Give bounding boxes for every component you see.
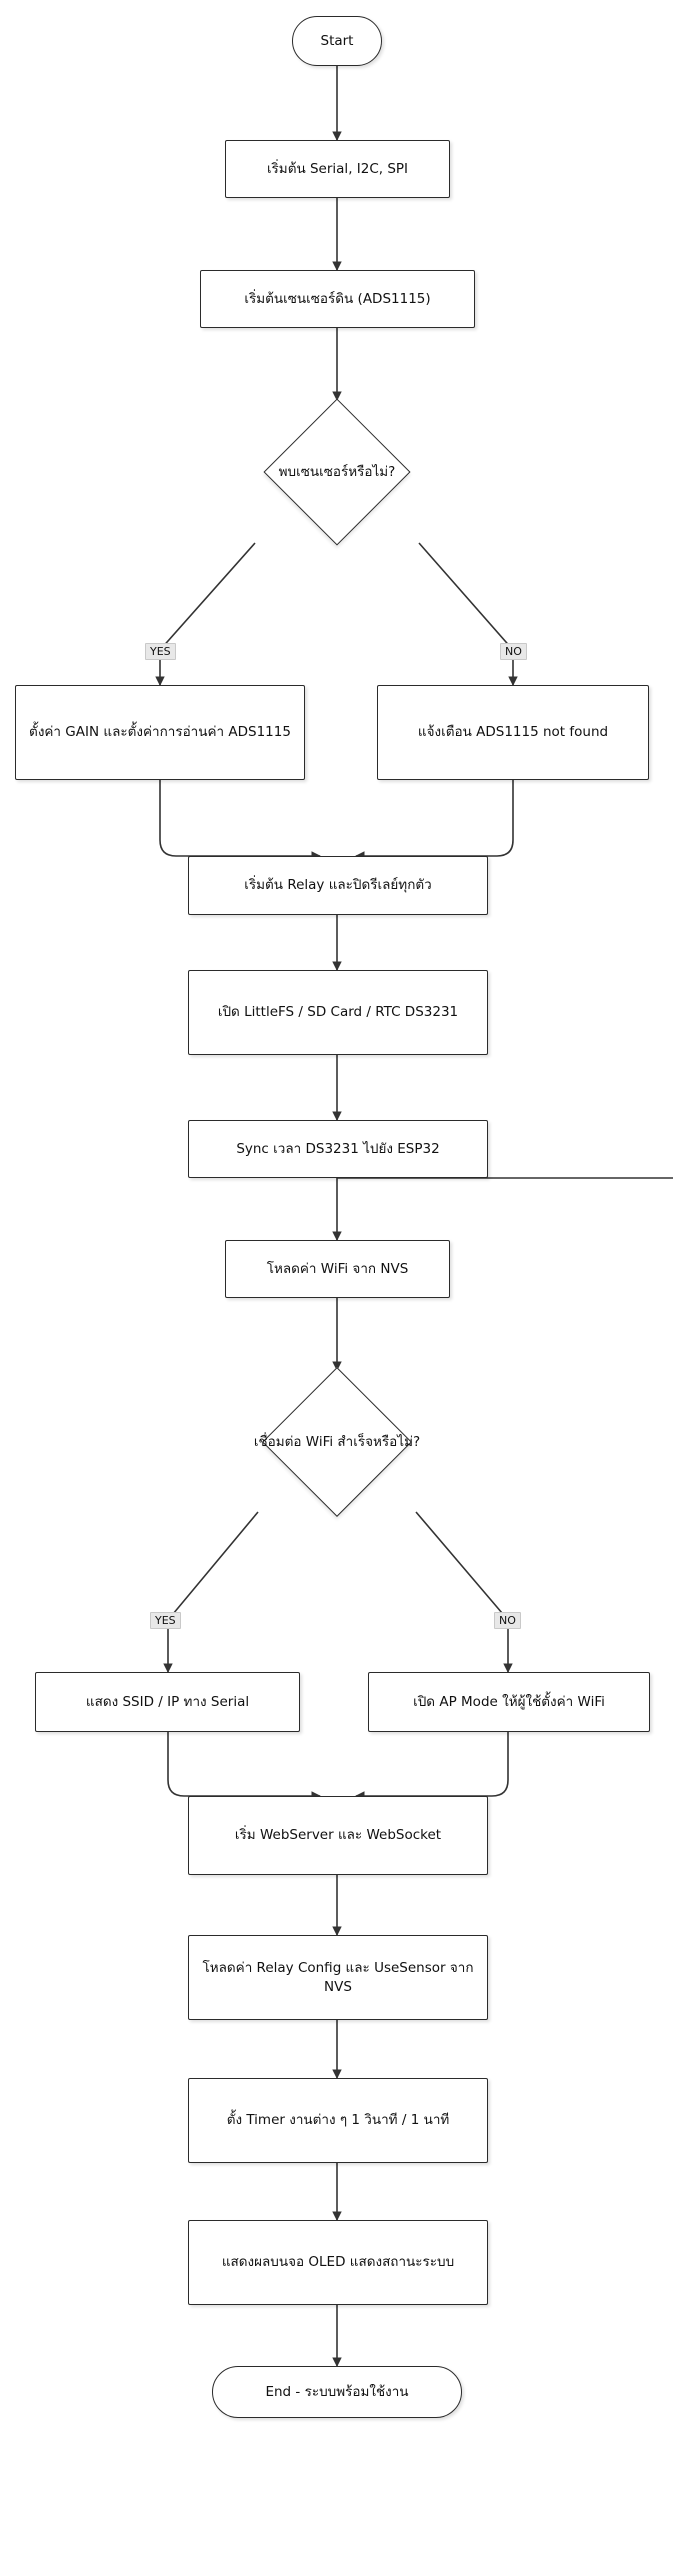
- node-init-serial-i2c-spi-label: เริ่มต้น Serial, I2C, SPI: [266, 160, 409, 177]
- node-start-webserver-label: เริ่ม WebServer และ WebSocket: [234, 1827, 442, 1844]
- node-open-filesystem-rtc[interactable]: [188, 970, 488, 1055]
- edge-label-sensor-found-yes: YES: [145, 643, 176, 660]
- node-load-relay-config[interactable]: [188, 1935, 488, 2020]
- node-load-wifi-config[interactable]: [225, 1240, 450, 1298]
- node-wifi-connected-decision-label: เชื่อมต่อ WiFi สำเร็จหรือไม่?: [253, 1433, 421, 1450]
- node-warn-not-found-label: แจ้งเตือน ADS1115 not found: [417, 724, 609, 741]
- node-sensor-found-decision[interactable]: [215, 400, 459, 544]
- node-sensor-found-decision-label: พบเซนเซอร์หรือไม่?: [278, 463, 396, 480]
- node-start-label: Start: [320, 32, 354, 49]
- node-show-ssid-ip[interactable]: [35, 1672, 300, 1732]
- node-init-soil-sensor-label: เริ่มต้นเซนเซอร์ดิน (ADS1115): [244, 290, 431, 307]
- edge-label-sensor-found-no: NO: [500, 643, 527, 660]
- node-wifi-connected-decision[interactable]: [207, 1370, 467, 1514]
- node-sync-time-label: Sync เวลา DS3231 ไปยัง ESP32: [236, 1140, 440, 1157]
- edge-label-wifi-yes: YES: [150, 1612, 181, 1629]
- node-enable-ap-mode[interactable]: [368, 1672, 650, 1732]
- edge-label-wifi-no: NO: [494, 1612, 521, 1629]
- node-set-gain[interactable]: [15, 685, 305, 780]
- node-set-timers-label: ตั้ง Timer งานต่าง ๆ 1 วินาที / 1 นาที: [226, 2112, 450, 2129]
- node-end-label: End - ระบบพร้อมใช้งาน: [265, 2383, 409, 2400]
- node-end[interactable]: [212, 2366, 462, 2418]
- node-set-timers[interactable]: [188, 2078, 488, 2163]
- node-load-wifi-config-label: โหลดค่า WiFi จาก NVS: [266, 1260, 409, 1277]
- node-display-oled[interactable]: [188, 2220, 488, 2305]
- node-init-relay[interactable]: [188, 856, 488, 915]
- node-display-oled-label: แสดงผลบนจอ OLED แสดงสถานะระบบ: [221, 2254, 455, 2271]
- node-enable-ap-mode-label: เปิด AP Mode ให้ผู้ใช้ตั้งค่า WiFi: [413, 1693, 605, 1710]
- node-init-soil-sensor[interactable]: [200, 270, 475, 328]
- node-sync-time[interactable]: [188, 1120, 488, 1178]
- node-warn-not-found[interactable]: [377, 685, 649, 780]
- node-init-serial-i2c-spi[interactable]: [225, 140, 450, 198]
- node-show-ssid-ip-label: แสดง SSID / IP ทาง Serial: [85, 1693, 250, 1710]
- node-load-relay-config-label: โหลดค่า Relay Config และ UseSensor จาก NVS: [202, 1960, 474, 1995]
- node-init-relay-label: เริ่มต้น Relay และปิดรีเลย์ทุกตัว: [244, 877, 432, 894]
- node-open-filesystem-rtc-label: เปิด LittleFS / SD Card / RTC DS3231: [217, 1004, 459, 1021]
- node-start-webserver[interactable]: [188, 1796, 488, 1875]
- node-set-gain-label: ตั้งค่า GAIN และตั้งค่าการอ่านค่า ADS1115: [29, 724, 291, 741]
- node-start[interactable]: [292, 16, 382, 66]
